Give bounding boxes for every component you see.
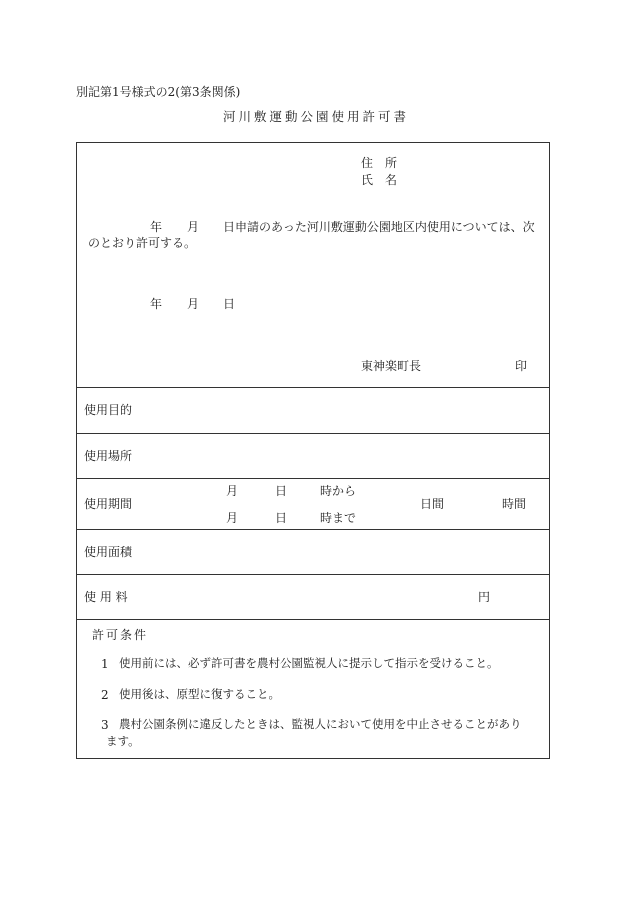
fee-label: 使 用 料 bbox=[84, 590, 128, 604]
body-text-line2: のとおり許可する。 bbox=[88, 236, 197, 250]
condition-3-num: 3 bbox=[101, 718, 109, 732]
condition-3-text: 農村公園条例に違反したときは、監視人において使用を中止させることがあり bbox=[119, 717, 522, 731]
application-month: 月 bbox=[187, 220, 200, 234]
period-to-time: 時まで bbox=[320, 511, 357, 525]
application-year: 年 bbox=[150, 220, 163, 234]
condition-2-text: 使用後は、原型に復すること。 bbox=[119, 687, 280, 701]
fee-unit: 円 bbox=[478, 590, 491, 604]
seal-mark: 印 bbox=[515, 359, 528, 373]
row-divider bbox=[77, 433, 549, 434]
period-to-day: 日 bbox=[275, 511, 288, 525]
place-label: 使用場所 bbox=[84, 449, 133, 463]
purpose-label: 使用目的 bbox=[84, 403, 133, 417]
row-divider bbox=[77, 574, 549, 575]
period-from-month: 月 bbox=[226, 484, 239, 498]
period-label: 使用期間 bbox=[84, 497, 133, 511]
area-label: 使用面積 bbox=[84, 545, 133, 559]
row-divider bbox=[77, 619, 549, 620]
conditions-title: 許可条件 bbox=[92, 628, 149, 642]
condition-2-num: 2 bbox=[101, 688, 109, 702]
row-divider bbox=[77, 529, 549, 530]
period-to-month: 月 bbox=[226, 511, 239, 525]
row-divider bbox=[77, 387, 549, 388]
name-label: 氏 名 bbox=[361, 173, 398, 187]
row-divider bbox=[77, 478, 549, 479]
condition-3-text-cont: ます。 bbox=[106, 734, 140, 748]
form-number: 別記第1号様式の2(第3条関係) bbox=[76, 85, 241, 99]
issuer-name: 東神楽町長 bbox=[361, 359, 422, 373]
period-days: 日間 bbox=[420, 497, 445, 511]
condition-1-text: 使用前には、必ず許可書を農村公園監視人に提示して指示を受けること。 bbox=[119, 656, 499, 670]
period-hours: 時間 bbox=[502, 497, 527, 511]
period-from-time: 時から bbox=[320, 484, 357, 498]
issue-year: 年 bbox=[150, 297, 163, 311]
document-title: 河川敷運動公園使用許可書 bbox=[223, 109, 410, 124]
body-text-line1: 日申請のあった河川敷運動公園地区内使用については、次 bbox=[223, 220, 535, 234]
issue-month: 月 bbox=[187, 297, 200, 311]
condition-1-num: 1 bbox=[101, 657, 109, 671]
period-from-day: 日 bbox=[275, 484, 288, 498]
address-label: 住 所 bbox=[361, 156, 398, 170]
issue-day: 日 bbox=[223, 297, 236, 311]
